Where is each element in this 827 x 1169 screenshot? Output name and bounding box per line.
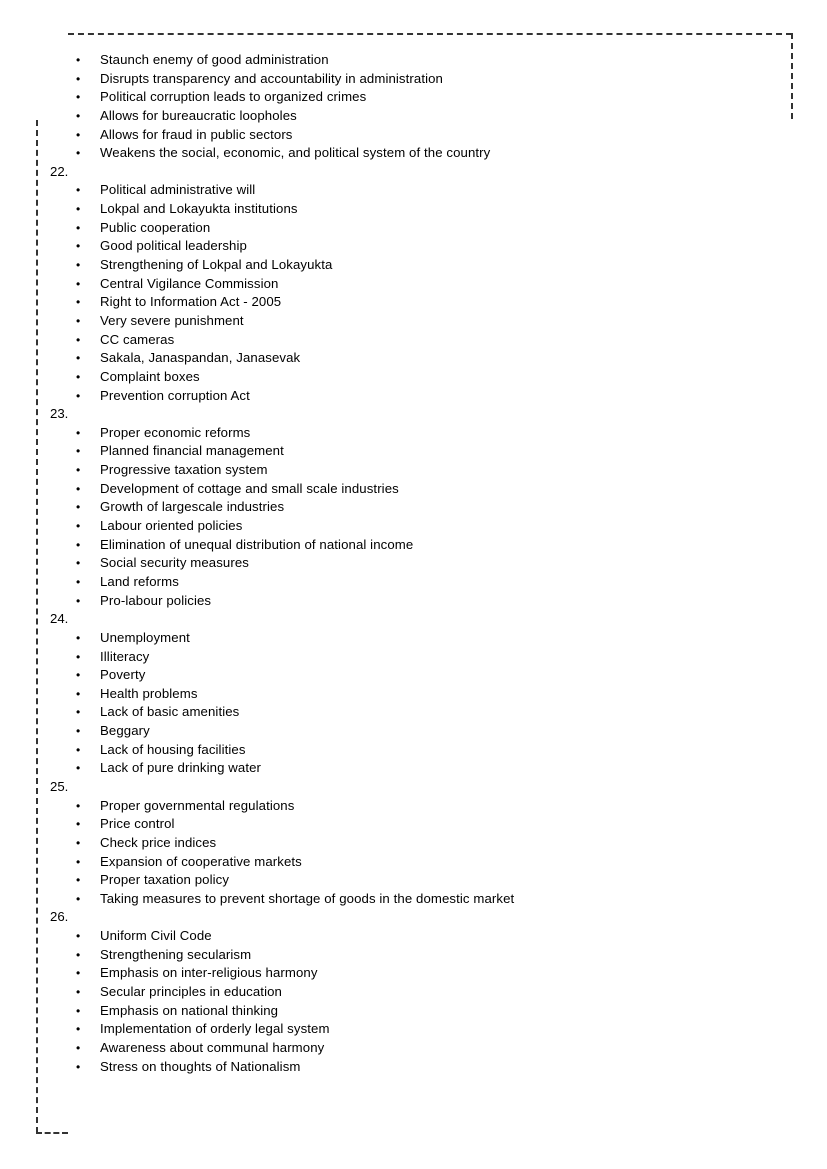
list-item xyxy=(0,219,827,238)
list-item xyxy=(0,685,827,704)
list-item-text: Political corruption leads to organized crimes xyxy=(100,89,367,105)
bullet-icon: • xyxy=(76,332,81,347)
list-item xyxy=(0,480,827,499)
list-item xyxy=(0,312,827,331)
list-item xyxy=(0,237,827,256)
list-item-text: Central Vigilance Commission xyxy=(100,275,279,291)
list-item-text: Lack of basic amenities xyxy=(100,704,240,720)
list-item-text: Growth of largescale industries xyxy=(100,499,285,515)
list-item xyxy=(0,741,827,760)
list-item xyxy=(0,498,827,517)
bullet-icon: • xyxy=(76,835,81,850)
list-item-text: Implementation of orderly legal system xyxy=(100,1021,330,1037)
list-item-text: Disrupts transparency and accountability in administration xyxy=(100,70,443,86)
list-item-text: Proper economic reforms xyxy=(100,424,251,440)
bullet-icon: • xyxy=(76,798,81,813)
bullet-icon: • xyxy=(76,146,81,161)
question-number: 22. xyxy=(50,163,69,179)
list-item-text: Public cooperation xyxy=(100,219,211,235)
list-item-text: Good political leadership xyxy=(100,238,247,254)
list-item-text: Prevention corruption Act xyxy=(100,387,250,403)
list-item xyxy=(0,722,827,741)
list-item-text: Illiteracy xyxy=(100,648,150,664)
bullet-icon: • xyxy=(76,556,81,571)
list-item xyxy=(0,70,827,89)
list-item xyxy=(0,703,827,722)
list-item xyxy=(0,256,827,275)
list-item-text: Complaint boxes xyxy=(100,368,200,384)
page-border-top xyxy=(68,33,792,35)
list-item xyxy=(0,1002,827,1021)
list-item xyxy=(0,1020,827,1039)
list-item-text: Secular principles in education xyxy=(100,984,282,1000)
bullet-icon: • xyxy=(76,239,81,254)
list-item-text: Very severe punishment xyxy=(100,312,244,328)
bullet-icon: • xyxy=(76,202,81,217)
bullet-icon: • xyxy=(76,1003,81,1018)
list-item xyxy=(0,554,827,573)
list-item-text: Price control xyxy=(100,816,175,832)
list-item xyxy=(0,946,827,965)
question-number: 23. xyxy=(50,406,69,422)
list-item xyxy=(0,293,827,312)
list-item xyxy=(0,666,827,685)
list-item xyxy=(0,517,827,536)
list-item-text: Check price indices xyxy=(100,834,217,850)
bullet-icon: • xyxy=(76,1059,81,1074)
list-item-text: Expansion of cooperative markets xyxy=(100,853,302,869)
list-item-text: Emphasis on inter-religious harmony xyxy=(100,965,318,981)
list-item xyxy=(0,424,827,443)
bullet-icon: • xyxy=(76,351,81,366)
bullet-icon: • xyxy=(76,686,81,701)
bullet-icon: • xyxy=(76,463,81,478)
list-item xyxy=(0,871,827,890)
bullet-icon: • xyxy=(76,53,81,67)
list-item xyxy=(0,368,827,387)
list-item xyxy=(0,88,827,107)
bullet-icon: • xyxy=(76,313,81,328)
list-item-text: Elimination of unequal distribution of national income xyxy=(100,536,414,552)
list-item xyxy=(0,331,827,350)
bullet-icon: • xyxy=(76,500,81,515)
bullet-icon: • xyxy=(76,108,81,123)
list-item xyxy=(0,629,827,648)
list-item xyxy=(0,1039,827,1058)
list-item-text: Lack of housing facilities xyxy=(100,741,246,757)
list-item xyxy=(0,1058,827,1077)
list-item-text: Pro-labour policies xyxy=(100,592,212,608)
list-item-text: Allows for fraud in public sectors xyxy=(100,126,293,142)
bullet-icon: • xyxy=(76,742,81,757)
bullet-icon: • xyxy=(76,71,81,86)
list-item-text: Poverty xyxy=(100,667,146,683)
bullet-icon: • xyxy=(76,258,81,273)
list-item-text: Labour oriented policies xyxy=(100,518,243,534)
list-item-text: Political administrative will xyxy=(100,182,256,198)
question-number: 25. xyxy=(50,778,69,794)
list-item xyxy=(0,853,827,872)
list-item-text: Proper taxation policy xyxy=(100,872,230,888)
list-item xyxy=(0,200,827,219)
list-item xyxy=(0,759,827,778)
bullet-icon: • xyxy=(76,1022,81,1037)
bullet-icon: • xyxy=(76,966,81,981)
list-item-text: CC cameras xyxy=(100,331,175,347)
list-item-text: Strengthening of Lokpal and Lokayukta xyxy=(100,257,333,273)
question-number: 26. xyxy=(50,909,69,925)
list-item-text: Strengthening secularism xyxy=(100,946,252,962)
bullet-icon: • xyxy=(76,817,81,832)
list-item-text: Beggary xyxy=(100,723,150,739)
list-item-text: Land reforms xyxy=(100,573,179,589)
list-item-text: Weakens the social, economic, and political system of the country xyxy=(100,145,491,161)
list-item xyxy=(0,126,827,145)
list-item-text: Awareness about communal harmony xyxy=(100,1039,325,1055)
bullet-icon: • xyxy=(76,1040,81,1055)
bullet-icon: • xyxy=(76,724,81,739)
list-item-text: Stress on thoughts of Nationalism xyxy=(100,1058,301,1074)
list-item-text: Social security measures xyxy=(100,555,249,571)
page-border-bottom xyxy=(36,1132,68,1134)
list-item xyxy=(0,536,827,555)
bullet-icon: • xyxy=(76,947,81,962)
list-item-text: Right to Information Act - 2005 xyxy=(100,294,282,310)
list-item xyxy=(0,983,827,1002)
list-item-text: Staunch enemy of good administration xyxy=(100,52,329,67)
question-number-row xyxy=(0,908,827,927)
bullet-icon: • xyxy=(76,90,81,105)
list-item xyxy=(0,890,827,909)
list-item xyxy=(0,181,827,200)
question-number-row xyxy=(0,405,827,424)
list-item xyxy=(0,964,827,983)
bullet-icon: • xyxy=(76,444,81,459)
bullet-icon: • xyxy=(76,537,81,552)
list-item-text: Development of cottage and small scale industries xyxy=(100,480,399,496)
bullet-icon: • xyxy=(76,873,81,888)
bullet-icon: • xyxy=(76,854,81,869)
list-item xyxy=(0,107,827,126)
bullet-icon: • xyxy=(76,519,81,534)
list-item xyxy=(0,461,827,480)
list-item-text: Allows for bureaucratic loopholes xyxy=(100,107,297,123)
bullet-icon: • xyxy=(76,127,81,142)
list-item-text: Health problems xyxy=(100,685,198,701)
list-item-text: Uniform Civil Code xyxy=(100,928,212,944)
answer-list xyxy=(0,51,827,1076)
list-item-text: Sakala, Janaspandan, Janasevak xyxy=(100,350,301,366)
bullet-icon: • xyxy=(76,630,81,645)
bullet-icon: • xyxy=(76,649,81,664)
bullet-icon: • xyxy=(76,574,81,589)
question-number: 24. xyxy=(50,611,69,627)
bullet-icon: • xyxy=(76,985,81,1000)
list-item-text: Lokpal and Lokayukta institutions xyxy=(100,201,298,217)
list-item xyxy=(0,349,827,368)
bullet-icon: • xyxy=(76,761,81,776)
bullet-icon: • xyxy=(76,369,81,384)
list-item-text: Progressive taxation system xyxy=(100,462,268,478)
list-item xyxy=(0,275,827,294)
list-item xyxy=(0,144,827,163)
list-item xyxy=(0,592,827,611)
bullet-icon: • xyxy=(76,705,81,720)
question-number-row xyxy=(0,610,827,629)
question-number-row xyxy=(0,163,827,182)
bullet-icon: • xyxy=(76,668,81,683)
bullet-icon: • xyxy=(76,295,81,310)
question-number-row xyxy=(0,778,827,797)
list-item xyxy=(0,51,827,70)
bullet-icon: • xyxy=(76,183,81,198)
bullet-icon: • xyxy=(76,481,81,496)
list-item-text: Taking measures to prevent shortage of goods in the domestic market xyxy=(100,890,515,906)
list-item xyxy=(0,648,827,667)
bullet-icon: • xyxy=(76,220,81,235)
list-item xyxy=(0,387,827,406)
bullet-icon: • xyxy=(76,929,81,944)
list-item xyxy=(0,797,827,816)
list-item xyxy=(0,927,827,946)
bullet-icon: • xyxy=(76,388,81,403)
list-item-text: Proper governmental regulations xyxy=(100,797,295,813)
list-item-text: Planned financial management xyxy=(100,443,284,459)
list-item-text: Unemployment xyxy=(100,629,190,645)
bullet-icon: • xyxy=(76,425,81,440)
bullet-icon: • xyxy=(76,276,81,291)
bullet-icon: • xyxy=(76,891,81,906)
list-item xyxy=(0,573,827,592)
list-item xyxy=(0,442,827,461)
list-item xyxy=(0,834,827,853)
list-item-text: Emphasis on national thinking xyxy=(100,1002,279,1018)
bullet-icon: • xyxy=(76,593,81,608)
list-item-text: Lack of pure drinking water xyxy=(100,760,262,776)
list-item xyxy=(0,815,827,834)
